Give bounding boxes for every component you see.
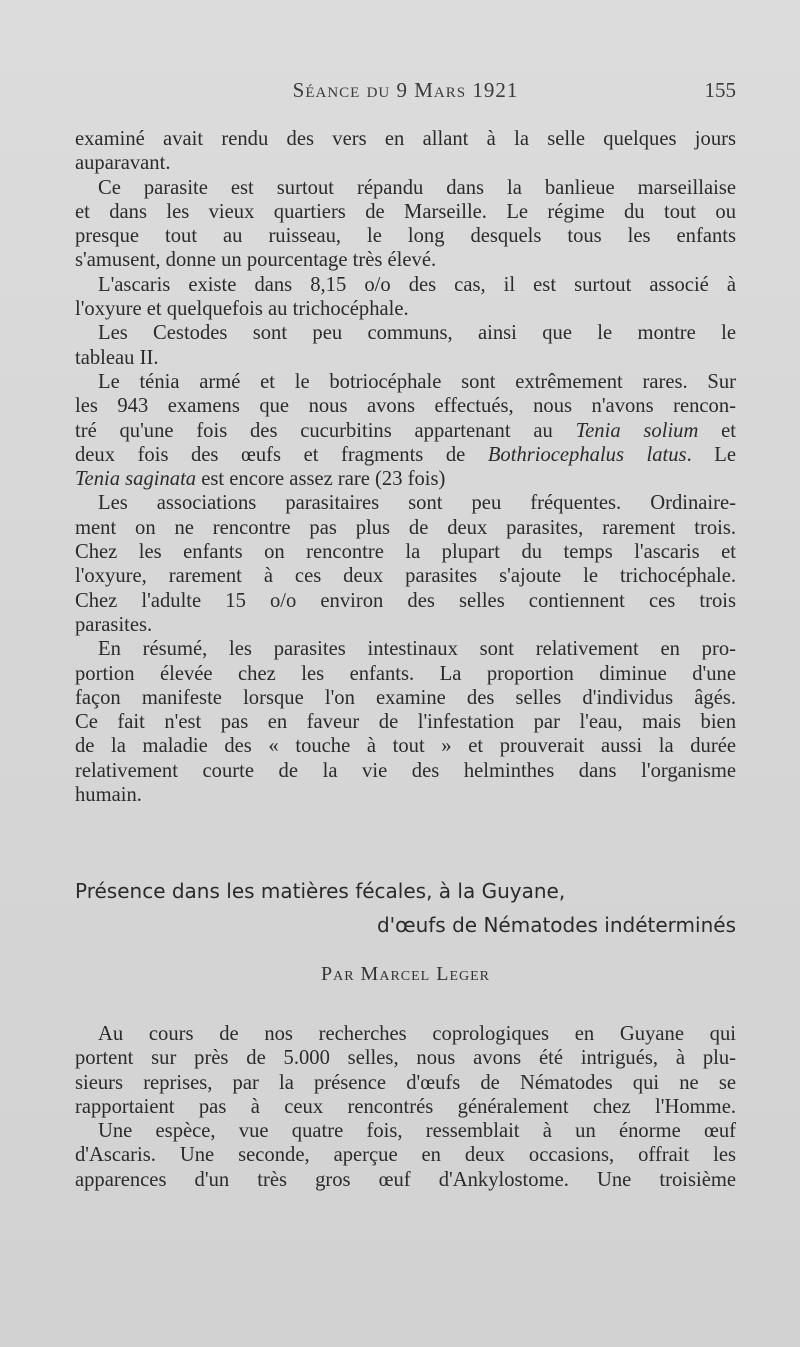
text-line: Les Cestodes sont peu communs, ainsi que le montre le <box>98 322 736 345</box>
text-line: Une espèce, vue quatre fois, ressemblait à un énorme œuf <box>98 1120 736 1143</box>
text-line: Ce parasite est surtout répandu dans la banlieue marseillaise <box>98 176 736 199</box>
article-byline: Par Marcel Leger <box>320 963 490 985</box>
previous-article-text <box>75 127 736 807</box>
text-line: auparavant. <box>75 152 171 175</box>
article-body-text <box>75 1022 736 1192</box>
text-line: sieurs reprises, par la présence d'œufs de Nématodes qui ne se <box>75 1071 736 1094</box>
text-line: Au cours de nos recherches coprologiques en Guyane qui <box>98 1023 736 1045</box>
text-line: l'oxyure et quelquefois au trichocéphale. <box>75 298 409 321</box>
page-header <box>75 78 736 110</box>
text-line: L'ascaris existe dans 8,15 o/o des cas, il est surtout associé à <box>98 273 736 296</box>
text-segment: tré qu'une fois des cucurbitins appartenant au <box>75 419 553 442</box>
text-line: d'Ascaris. Une seconde, aperçue en deux occasions, offrait les <box>75 1144 736 1167</box>
text-line: Chez l'adulte 15 o/o environ des selles contiennent ces trois <box>75 589 736 612</box>
text-line: Ce fait n'est pas en faveur de l'infestation par l'eau, mais bien <box>75 711 736 734</box>
text-line: humain. <box>75 784 142 807</box>
italic-species-name: Tenia solium <box>575 419 699 442</box>
text-segment: deux fois des œufs et fragments de <box>75 443 466 466</box>
text-line: Le ténia armé et le botriocéphale sont extrêmement rares. Sur <box>98 370 736 393</box>
running-title: Séance du 9 Mars 1921 <box>292 78 519 102</box>
text-line: de la maladie des « touche à tout » et prouverait aussi la durée <box>75 735 736 758</box>
text-line: Chez les enfants on rencontre la plupart du temps l'ascaris et <box>75 541 736 564</box>
text-line: les 943 examens que nous avons effectués, nous n'avons rencon- <box>75 395 736 418</box>
text-line: et dans les vieux quartiers de Marseille. Le régime du tout ou <box>75 200 736 223</box>
text-line: parasites. <box>75 613 153 636</box>
text-line: Les associations parasitaires sont peu fréquentes. Ordinaire- <box>98 492 736 515</box>
text-line: ment on ne rencontre pas plus de deux parasites, rarement trois. <box>75 516 736 539</box>
text-line: examiné avait rendu des vers en allant à la selle quelques jours <box>75 128 736 150</box>
page-number: 155 <box>704 78 736 102</box>
text-line: portion élevée chez les enfants. La proportion diminue d'une <box>75 662 736 685</box>
text-line <box>75 467 736 491</box>
text-segment: . Le <box>686 443 736 466</box>
text-line: façon manifeste lorsque l'on examine des selles d'individus âgés. <box>75 686 736 709</box>
text-line: rapportaient pas à ceux rencontrés généralement chez l'Homme. <box>75 1095 736 1118</box>
text-segment: et <box>721 419 736 442</box>
text-line: apparences d'un très gros œuf d'Ankylostome. Une troisième <box>75 1168 736 1191</box>
text-line <box>75 419 736 443</box>
text-line: presque tout au ruisseau, le long desquels tous les enfants <box>75 225 736 248</box>
text-line: tableau II. <box>75 346 159 369</box>
text-segment: est encore assez rare (23 fois) <box>201 468 446 491</box>
text-line: s'amusent, donne un pourcentage très élevé. <box>75 249 437 272</box>
text-line: En résumé, les parasites intestinaux sont relativement en pro- <box>98 638 736 661</box>
article-title-line-1: Présence dans les matières fécales, à la Guyane, <box>75 879 566 903</box>
article-title-line-2: d'œufs de Nématodes indéterminés <box>376 913 736 937</box>
italic-species-name: Tenia saginata <box>75 468 197 491</box>
text-line: portent sur près de 5.000 selles, nous avons été intrigués, à plu- <box>75 1047 736 1070</box>
text-line: relativement courte de la vie des helminthes dans l'organisme <box>75 759 736 782</box>
italic-species-name: Bothriocephalus latus <box>487 443 687 466</box>
text-line: l'oxyure, rarement à ces deux parasites s'ajoute le trichocéphale. <box>75 565 736 588</box>
text-line <box>75 443 736 467</box>
